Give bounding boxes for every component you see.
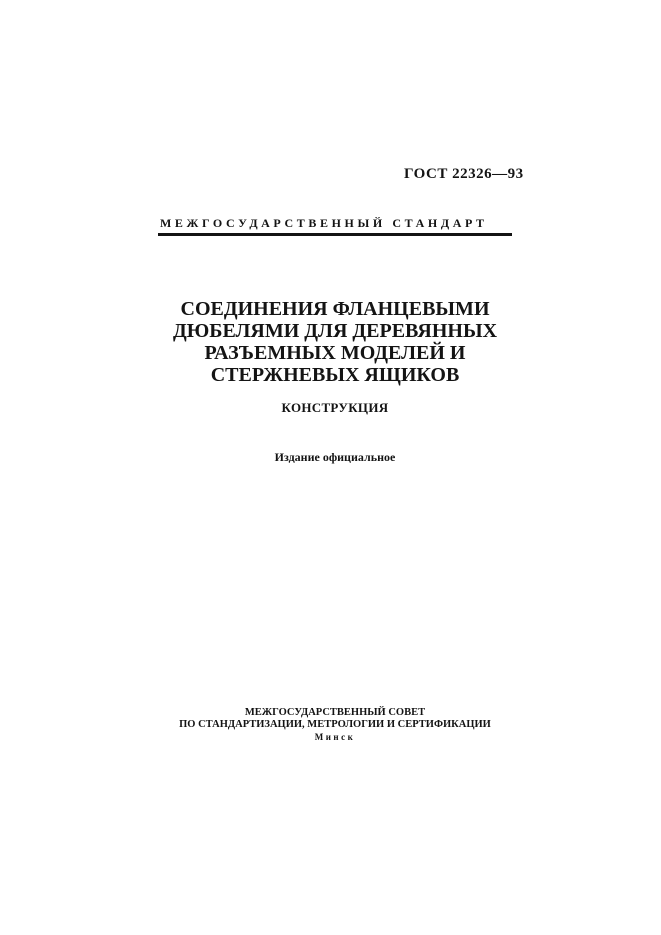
publisher-line: МЕЖГОСУДАРСТВЕННЫЙ СОВЕТ [244, 707, 426, 718]
standard-designation: ГОСТ 22326—93 [404, 166, 524, 182]
document-title [150, 298, 520, 386]
publisher-block [130, 707, 540, 743]
publisher-city: Минск [314, 732, 356, 742]
publisher-line: ПО СТАНДАРТИЗАЦИИ, МЕТРОЛОГИИ И СЕРТИФИКАЦИИ [179, 719, 491, 730]
title-line: ДЮБЕЛЯМИ ДЛЯ ДЕРЕВЯННЫХ [172, 320, 498, 342]
edition-note: Издание официальное [274, 450, 396, 464]
title-line: СОЕДИНЕНИЯ ФЛАНЦЕВЫМИ [180, 298, 490, 320]
document-subtitle: КОНСТРУКЦИЯ [281, 400, 389, 415]
header-rule [158, 233, 512, 236]
standard-category: МЕЖГОСУДАРСТВЕННЫЙ СТАНДАРТ [160, 216, 488, 230]
title-line: СТЕРЖНЕВЫХ ЯЩИКОВ [210, 364, 460, 386]
title-line: РАЗЪЕМНЫХ МОДЕЛЕЙ И [204, 342, 466, 364]
